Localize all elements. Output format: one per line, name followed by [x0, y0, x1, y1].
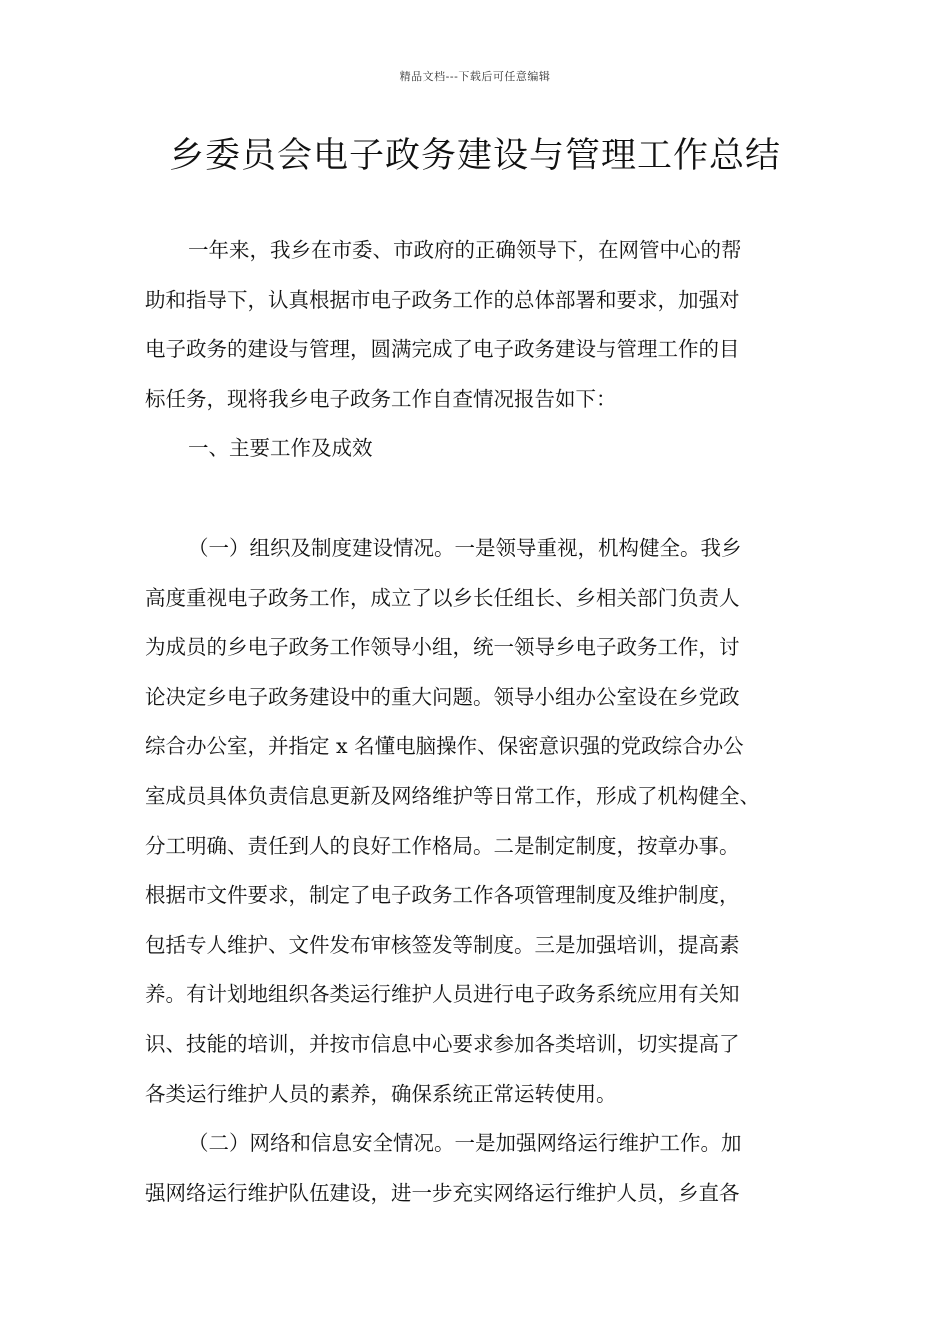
paragraph-line: 室成员具体负责信息更新及网络维护等日常工作，形成了机构健全、: [145, 783, 760, 808]
paragraph-line: 标任务，现将我乡电子政务工作自查情况报告如下：: [145, 386, 617, 411]
paragraph-line: 包括专人维护、文件发布审核签发等制度。三是加强培训，提高素: [145, 932, 740, 957]
paragraph-line: 各类运行维护人员的素养，确保系统正常运转使用。: [145, 1081, 617, 1106]
paragraph-line: 论决定乡电子政务建设中的重大问题。领导小组办公室设在乡党政: [145, 684, 740, 709]
intro-paragraph: [145, 226, 825, 474]
paragraph-line: 为成员的乡电子政务工作领导小组，统一领导乡电子政务工作，讨: [145, 635, 740, 660]
paragraph-line: 综合办公室，并指定 x 名懂电脑操作、保密意识强的党政综合办公: [145, 734, 744, 759]
document-title: 乡委员会电子政务建设与管理工作总结: [168, 136, 781, 176]
paragraph-line: 根据市文件要求，制定了电子政务工作各项管理制度及维护制度，: [145, 883, 740, 908]
paragraph-line: 高度重视电子政务工作，成立了以乡长任组长、乡相关部门负责人: [145, 585, 740, 610]
paragraph-line: 一年来，我乡在市委、市政府的正确领导下，在网管中心的帮: [188, 238, 742, 262]
paragraph-line: 助和指导下，认真根据市电子政务工作的总体部署和要求，加强对: [145, 287, 740, 312]
paragraph-line: （二）网络和信息安全情况。一是加强网络运行维护工作。加: [188, 1131, 742, 1156]
section-heading: 一、主要工作及成效: [188, 436, 373, 461]
paragraph-line: 电子政务的建设与管理，圆满完成了电子政务建设与管理工作的目: [145, 337, 740, 362]
paragraph-line: （一）组织及制度建设情况。一是领导重视，机构健全。我乡: [188, 536, 742, 560]
paragraph-line: 分工明确、责任到人的良好工作格局。二是制定制度，按章办事。: [145, 833, 740, 858]
paragraph-line: 养。有计划地组织各类运行维护人员进行电子政务系统应用有关知: [145, 982, 740, 1007]
paragraph-line: 强网络运行维护队伍建设，进一步充实网络运行维护人员，乡直各: [145, 1180, 740, 1205]
paragraph-line: 识、技能的培训，并按市信息中心要求参加各类培训，切实提高了: [145, 1031, 740, 1056]
body-paragraphs: [145, 524, 825, 1218]
header-note: 精品文档---下载后可任意编辑: [399, 70, 551, 83]
